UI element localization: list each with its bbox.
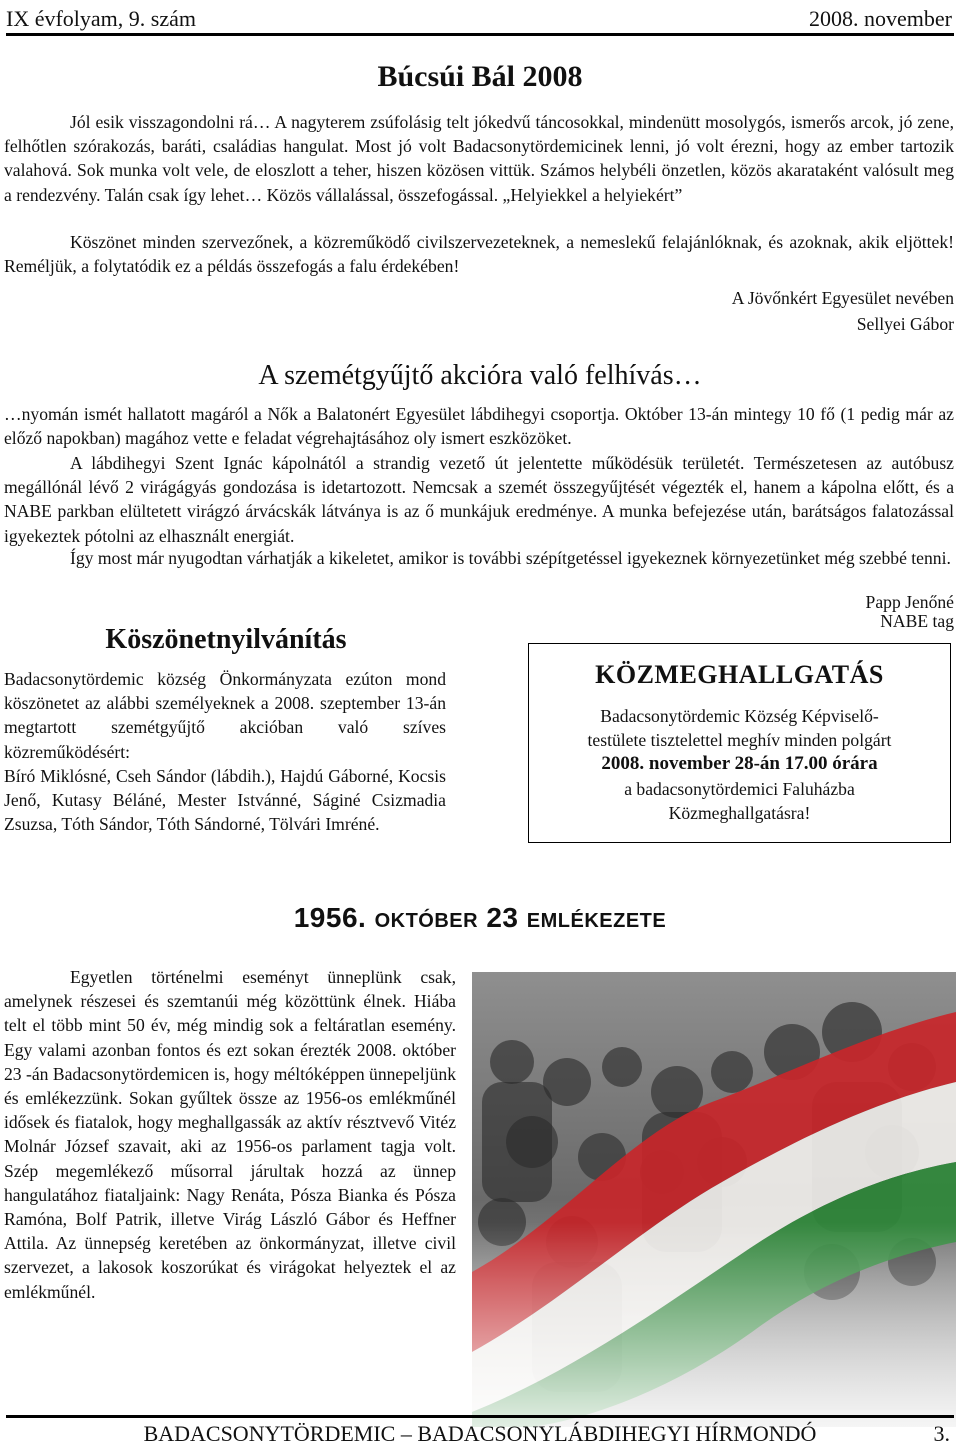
koszonet-title: Köszönetnyilvánítás <box>105 624 347 655</box>
footer-rule <box>6 1415 954 1418</box>
crowd-with-flag-photo <box>472 972 956 1427</box>
kozmeghallgatas-box <box>528 643 951 843</box>
bal-signature-org: A Jövőnkért Egyesület nevében <box>731 288 954 308</box>
issue-label: IX évfolyam, 9. szám <box>6 6 196 31</box>
issue-date: 2008. november <box>809 6 952 31</box>
kozmeghallgatas-line-1: Badacsonytördemic Község Képviselő- <box>600 706 879 726</box>
bal-title: Búcsúi Bál 2008 <box>377 60 583 93</box>
kozmeghallgatas-line-4: a badacsonytördemici Faluházba <box>624 778 855 799</box>
szemet-paragraph-1: …nyomán ismét hallatott magáról a Nők a Balatonért Egyesület lábdihegyi csoportja. Október 13-án mintegy 10 fő (1 pedig már az előző napokban) magához vette e feladat végrehajtásához oly ismert eszközöket. <box>4 404 954 449</box>
kozmeghallgatas-line-2: testülete tisztelettel meghív minden polgárt <box>587 730 892 751</box>
szemet-paragraph-3: Így most már nyugodtan várhatják a kikeletet, amikor is további szépítgetéssel igyekeznek környezetünket még szebbé tenni. <box>70 548 951 568</box>
szemet-paragraph-2: A lábdihegyi Szent Ignác kápolnától a strandig vezető út jelentette működésük területét. Természetesen az autóbusz megállónál lévő 2 virágágyás gondozása is idetartozott. Nemcsak a szemét összegyűjtését végezték el, hanem a kápolna előtt, és a NABE parkban elültetett virágzó árvácskák látványa is az ő munkájuk eredménye. A munka befejezése után, barátságos falatozással igyekeztek pótolni az elhasznált energiát. <box>4 453 954 546</box>
bal-signature-name: Sellyei Gábor <box>856 314 954 334</box>
okt23-text: Egyetlen történelmi eseményt ünneplünk csak, amelynek részesei és szemtanúi még közöttünk élnek. Hiába telt el több mint 50 év, még mindig sok a feltáratlan esemény. Egy valami azonban fontos és ezt sokan érezték 2008. október 23 -án Badacsonytördemicen is, hogy méltóképpen ünnepeljünk és emlékezzünk. Sokan gyűltek össze az 1956-os emlékműnél idősek és fiatalok, hogy meghallgassák az aktív résztvevő Vitéz Molnár József szavait, aki az 1956-os parlament tagja volt. Szép megemlékező műsorral járultak hozzá az ünnep hangulatához fiataljaink: Nagy Renáta, Pósza Bianka és Pósza Ramóna, Bolf Patrik, illetve Virág László Gábor és Heffner Attila. Az ünnepség keretében az önkormányzat, illetve civil szervezet, a lakosok koszorúkat és virágokat helyeztek el az emlékműnél. <box>4 967 456 1302</box>
szemet-signature-role: NABE tag <box>880 611 954 631</box>
footer-title: BADACSONYTÖRDEMIC – BADACSONYLÁBDIHEGYI HÍRMONDÓ <box>143 1421 817 1446</box>
header-rule <box>6 33 954 36</box>
kozmeghallgatas-date: 2008. november 28-án 17.00 órára <box>601 753 878 775</box>
okt23-title: 1956. október 23 emlékezete <box>293 902 667 933</box>
koszonet-text: Badacsonytördemic község Önkormányzata ezúton mond köszönetet az alábbi személyeknek a 2008. szeptember 13-án megtartott szemétgyűjtő akcióban való szíves közreműködésért: <box>4 669 446 762</box>
flag-photo-svg <box>472 972 956 1427</box>
szemet-signature-name: Papp Jenőné <box>865 592 954 612</box>
bal-paragraph-1: Jól esik visszagondolni rá… A nagyterem zsúfolásig telt jókedvű táncosokkal, mindenütt mosolygós, ismerős arcok, jó zene, felhőtlen szórakozás, baráti, családias hangulat. Most jó volt Badacsonytördemicinek lenni, jó volt érezni, hogy az ember tartozik valahová. Sok munka volt vele, de eloszlott a teher, hiszen közösen vittük. Számos helybéli önzetlen, közös akarataként valósult meg a rendezvény. Talán csak így lehet… Közös vállalással, összefogással. „Helyiekkel a helyiekért” <box>4 112 954 205</box>
szemet-title: A szemétgyűjtő akcióra való felhívás… <box>258 360 702 391</box>
koszonet-names: Bíró Miklósné, Cseh Sándor (lábdih.), Hajdú Gáborné, Kocsis Jenő, Kutasy Béláné, Mester Istvánné, Ságiné Csizmadia Zsuzsa, Tóth Sándor, Tóth Sándorné, Tölvári Imréné. <box>4 766 446 835</box>
kozmeghallgatas-line-5: Közmeghallgatásra! <box>668 802 811 823</box>
bal-paragraph-2: Köszönet minden szervezőnek, a közreműködő civilszervezeteknek, a nemeslekű felajánlóknak, és azoknak, akik eljöttek! Reméljük, a folytatódik ez a példás összefogás a falu érdekében! <box>4 232 954 277</box>
kozmeghallgatas-title: KÖZMEGHALLGATÁS <box>595 660 884 689</box>
page-number: 3. <box>933 1421 950 1446</box>
